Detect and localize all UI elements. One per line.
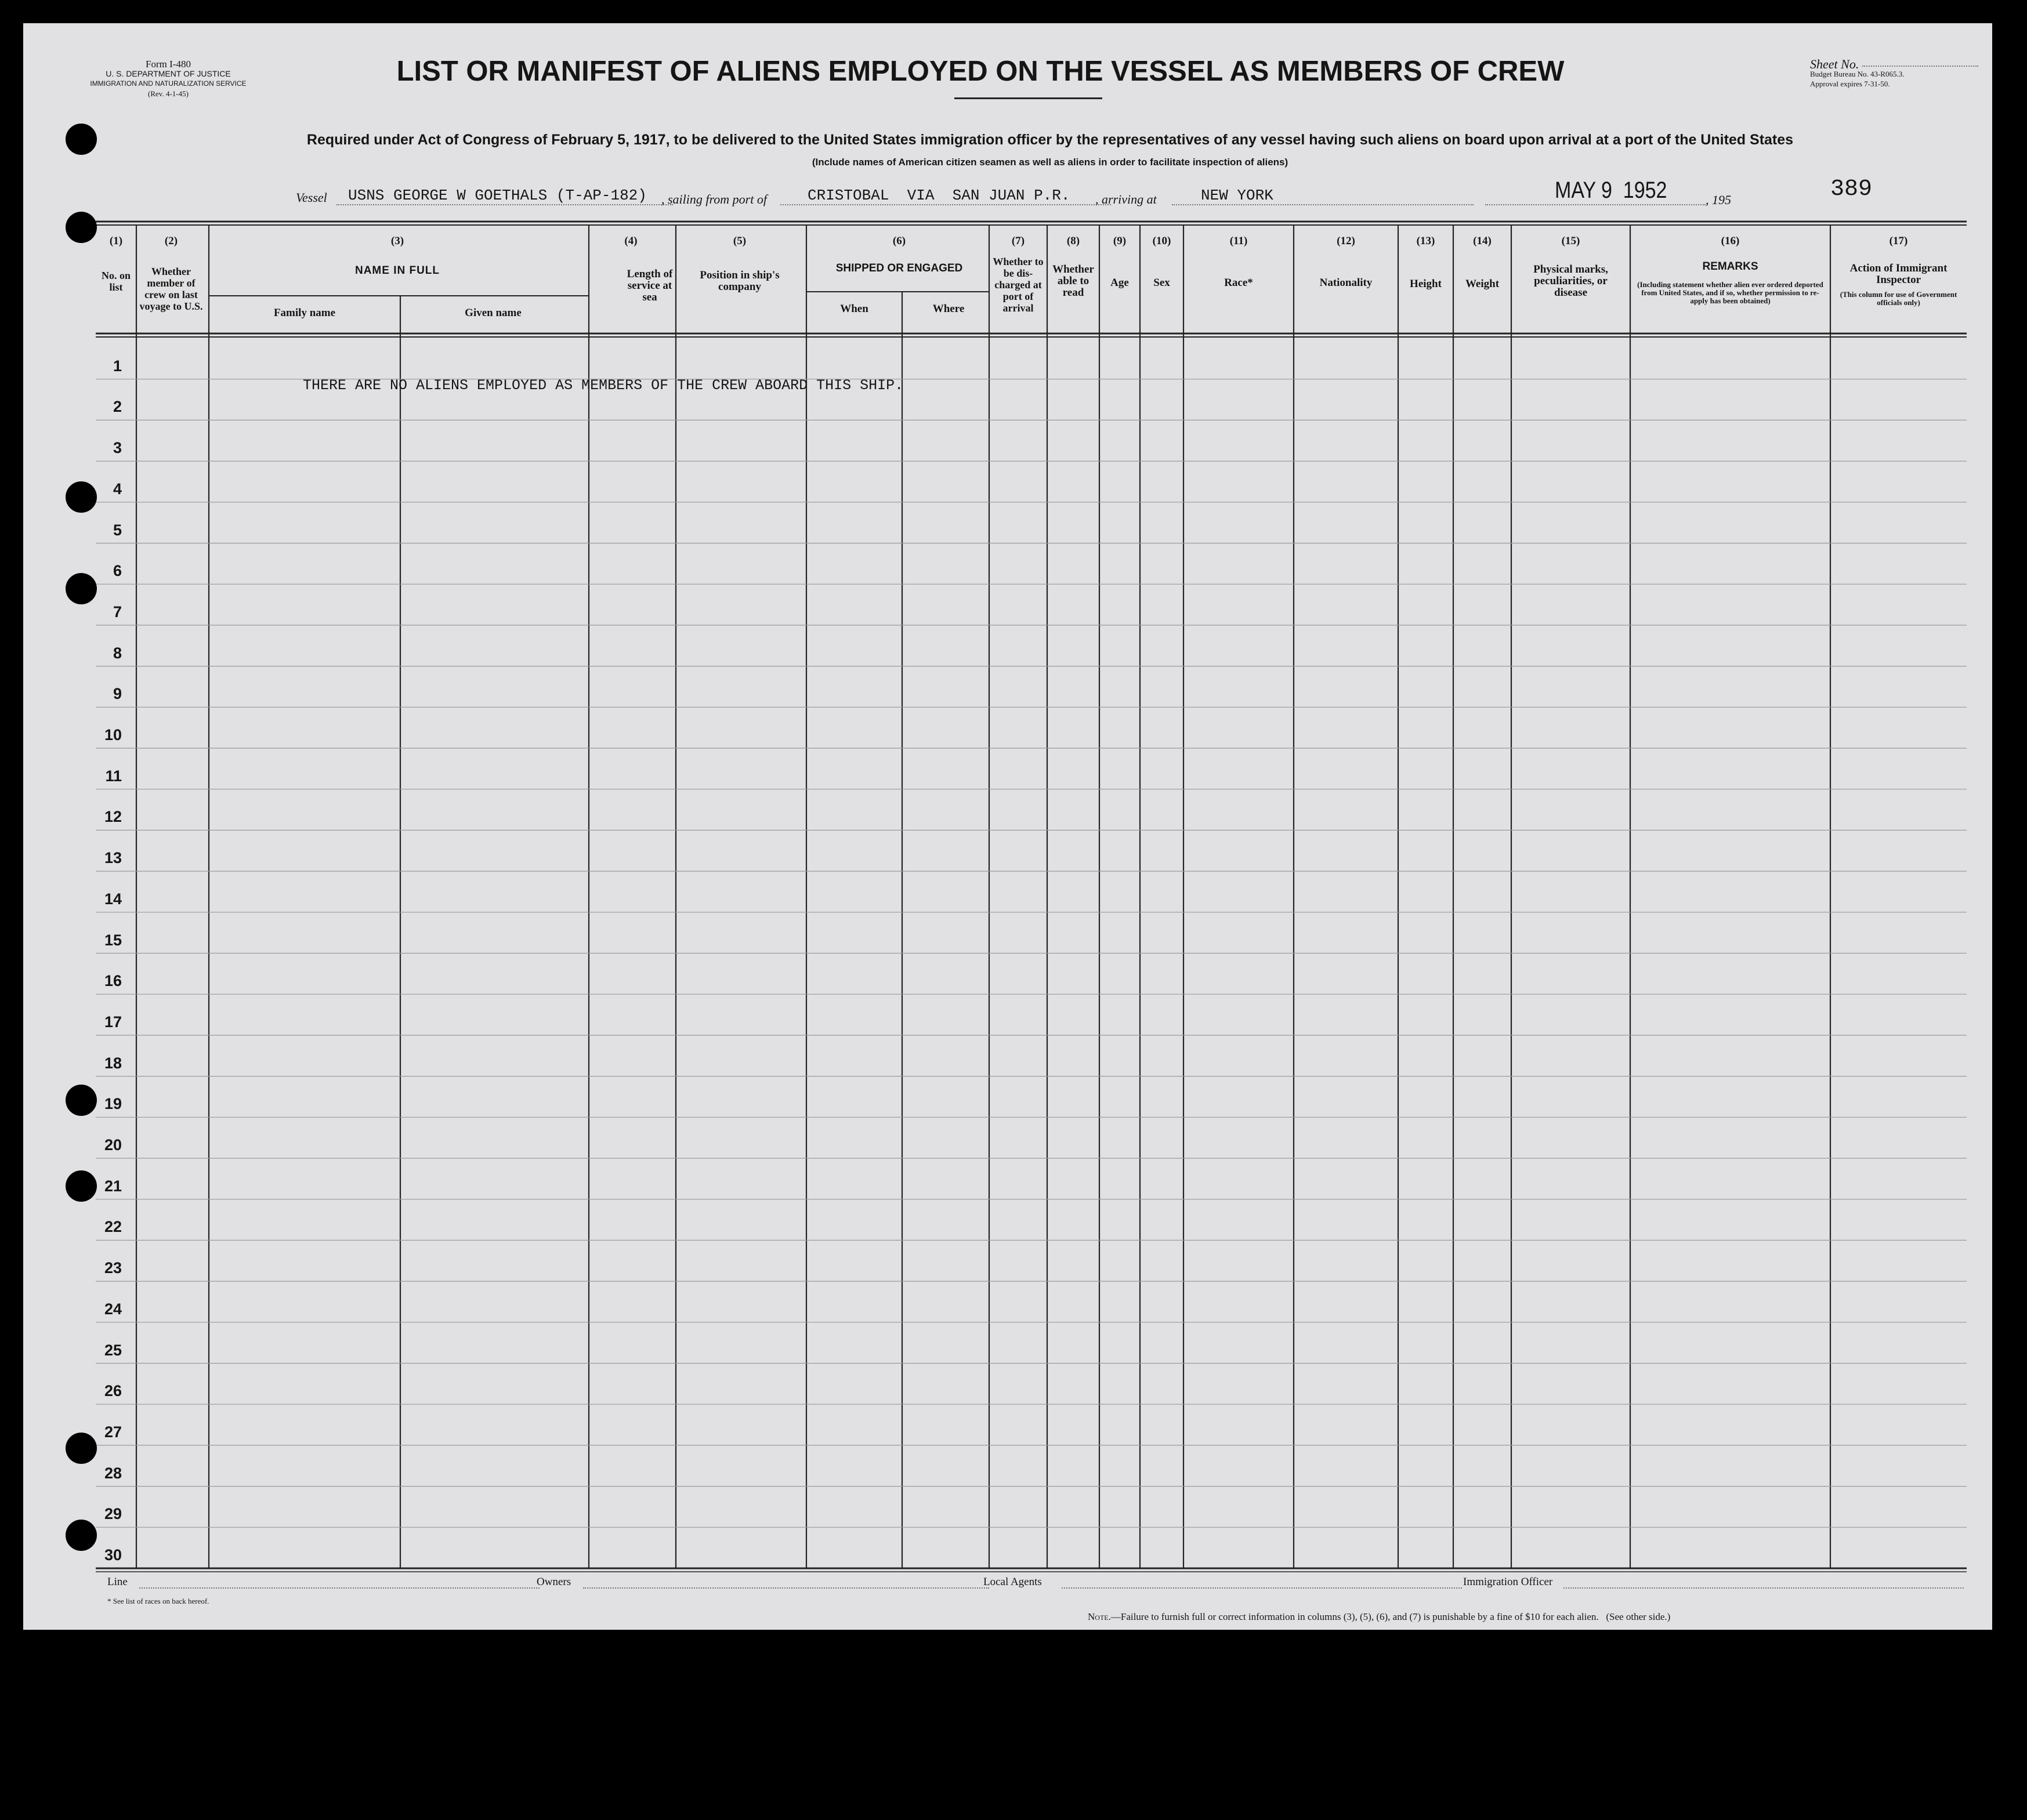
row-number: 10 bbox=[104, 726, 122, 744]
note-text: —Failure to furnish full or correct information in columns (3), (5), (6), and (7) is punishable by a fine of $10 for each alien. (See other side.) bbox=[1110, 1611, 1671, 1622]
col-9-number: (9) bbox=[1113, 235, 1127, 247]
col-4-header: Length of service at sea bbox=[627, 267, 673, 303]
row-number: 25 bbox=[104, 1341, 122, 1359]
sailing-port-field[interactable] bbox=[780, 204, 1111, 205]
sheet-block bbox=[1810, 59, 1978, 89]
col-9-header: Age bbox=[1110, 276, 1129, 289]
penalty-note bbox=[1078, 1600, 1670, 1630]
row-number: 26 bbox=[104, 1382, 122, 1400]
col-6-where: Where bbox=[932, 302, 965, 315]
footer-line-label: Line bbox=[107, 1576, 128, 1588]
row-number: 16 bbox=[104, 972, 122, 990]
col-7-header: Whether to be dis-charged at port of arrival bbox=[993, 255, 1044, 314]
punch-hole bbox=[66, 124, 97, 155]
footer-officer-label: Immigration Officer bbox=[1463, 1576, 1553, 1588]
punch-hole bbox=[66, 212, 97, 243]
row-number: 11 bbox=[105, 767, 122, 785]
footer-owners-label: Owners bbox=[537, 1576, 571, 1588]
col-17-header: Action of Immigrant Inspector bbox=[1849, 262, 1948, 286]
col-8-number: (8) bbox=[1066, 235, 1080, 247]
col-1-header: No. on list bbox=[101, 270, 131, 293]
date-stamp: MAY 9 1952 bbox=[1555, 177, 1667, 203]
page-title: LIST OR MANIFEST OF ALIENS EMPLOYED ON THE VESSEL AS MEMBERS OF CREW bbox=[396, 56, 1565, 87]
col-6-when: When bbox=[840, 302, 868, 315]
row-number: 15 bbox=[104, 931, 122, 949]
row-number: 14 bbox=[104, 890, 122, 908]
manifest-page bbox=[23, 23, 1992, 1630]
footer-agents-field[interactable] bbox=[1062, 1587, 1462, 1589]
row-number: 6 bbox=[113, 562, 122, 580]
approval-expiry: Approval expires 7-31-50. bbox=[1810, 79, 1890, 88]
row-number: 9 bbox=[113, 685, 122, 703]
row-number: 17 bbox=[104, 1013, 122, 1031]
col-13-header: Height bbox=[1410, 277, 1442, 290]
col-3-given-name: Given name bbox=[465, 307, 522, 319]
col-17-note: (This column for use of Government officials only) bbox=[1840, 290, 1957, 307]
row-number: 24 bbox=[104, 1300, 122, 1318]
col-10-header: Sex bbox=[1153, 276, 1170, 289]
row-number: 7 bbox=[113, 603, 122, 621]
races-note: * See list of races on back hereof. bbox=[107, 1597, 209, 1605]
arriving-port-field[interactable] bbox=[1172, 204, 1474, 205]
row-number: 2 bbox=[113, 398, 122, 416]
year-label: , 195 bbox=[1706, 193, 1731, 207]
sheet-number-label: Sheet No. bbox=[1810, 57, 1859, 71]
col-12-header: Nationality bbox=[1319, 276, 1373, 289]
subtitle-note: (Include names of American citizen seamen as well as aliens in order to facilitate inspection of aliens) bbox=[812, 157, 1288, 168]
col-2-number: (2) bbox=[164, 235, 178, 247]
col-3-number: (3) bbox=[390, 235, 404, 247]
col-13-number: (13) bbox=[1416, 235, 1435, 247]
col-11-number: (11) bbox=[1229, 235, 1248, 247]
col-17-number: (17) bbox=[1889, 235, 1908, 247]
footer-officer-field[interactable] bbox=[1563, 1587, 1964, 1589]
col-16-header: REMARKS bbox=[1702, 260, 1758, 273]
row-number: 27 bbox=[104, 1423, 122, 1441]
col-10-number: (10) bbox=[1152, 235, 1171, 247]
col-15-number: (15) bbox=[1561, 235, 1580, 247]
col-7-number: (7) bbox=[1011, 235, 1025, 247]
date-field[interactable] bbox=[1485, 204, 1706, 205]
footer-line-field[interactable] bbox=[139, 1587, 540, 1589]
col-6-header: SHIPPED OR ENGAGED bbox=[835, 262, 963, 274]
department-name: U. S. DEPARTMENT OF JUSTICE bbox=[106, 69, 231, 78]
col-4-number: (4) bbox=[624, 235, 638, 247]
col-2-header: Whether member of crew on last voyage to U.S. bbox=[139, 265, 203, 312]
sailing-port-value: CRISTOBAL VIA SAN JUAN P.R. bbox=[808, 187, 1070, 204]
row-number: 28 bbox=[104, 1464, 122, 1482]
vessel-label: Vessel bbox=[296, 190, 327, 205]
row-number: 29 bbox=[104, 1505, 122, 1523]
col-5-header: Position in ship's company bbox=[700, 269, 780, 293]
vessel-value: USNS GEORGE W GOETHALS (T-AP-182) bbox=[348, 187, 647, 204]
vessel-field[interactable] bbox=[336, 204, 673, 205]
col-5-number: (5) bbox=[733, 235, 747, 247]
row-number: 20 bbox=[104, 1136, 122, 1154]
page-number: 389 bbox=[1830, 176, 1873, 202]
col-16-note: (Including statement whether alien ever ordered deported from United States, and if so, whether permission to re-apply has been obtained) bbox=[1637, 280, 1823, 305]
col-16-number: (16) bbox=[1721, 235, 1740, 247]
service-name: IMMIGRATION AND NATURALIZATION SERVICE bbox=[90, 79, 247, 88]
col-3-header: NAME IN FULL bbox=[354, 264, 440, 277]
typed-entry: THERE ARE NO ALIENS EMPLOYED AS MEMBERS OF THE CREW ABOARD THIS SHIP. bbox=[303, 377, 904, 394]
note-label: Note. bbox=[1088, 1611, 1111, 1622]
arriving-label: , arriving at bbox=[1095, 192, 1157, 206]
col-1-number: (1) bbox=[109, 235, 123, 247]
row-number: 22 bbox=[104, 1218, 122, 1236]
row-number: 13 bbox=[104, 849, 122, 867]
row-number: 1 bbox=[113, 357, 122, 375]
subtitle: Required under Act of Congress of February 5, 1917, to be delivered to the United States immigration officer by the representatives of any vessel having such aliens on board upon arrival at a port of the United States bbox=[306, 132, 1794, 148]
row-number: 23 bbox=[104, 1259, 122, 1277]
row-number: 18 bbox=[104, 1054, 122, 1072]
row-number: 12 bbox=[104, 808, 122, 826]
sheet-number-field[interactable] bbox=[1862, 66, 1978, 67]
col-8-header: Whether able to read bbox=[1052, 263, 1094, 299]
footer-owners-field[interactable] bbox=[583, 1587, 989, 1589]
footer-agents-label: Local Agents bbox=[983, 1576, 1042, 1588]
form-id-block bbox=[81, 59, 255, 99]
arriving-port-value: NEW YORK bbox=[1201, 187, 1273, 204]
row-number: 5 bbox=[113, 521, 122, 539]
col-14-number: (14) bbox=[1473, 235, 1492, 247]
row-number: 21 bbox=[104, 1177, 122, 1195]
row-number: 30 bbox=[104, 1546, 122, 1564]
row-number: 3 bbox=[113, 439, 122, 457]
sailing-label: , sailing from port of bbox=[661, 192, 767, 206]
row-number: 19 bbox=[104, 1095, 122, 1113]
col-11-header: Race* bbox=[1224, 276, 1253, 289]
col-15-header: Physical marks, peculiarities, or disease bbox=[1533, 263, 1608, 299]
form-revision: (Rev. 4-1-45) bbox=[148, 89, 189, 98]
col-12-number: (12) bbox=[1337, 235, 1355, 247]
form-number: Form I-480 bbox=[146, 59, 191, 70]
col-6-number: (6) bbox=[892, 235, 906, 247]
title-underline bbox=[954, 97, 1102, 99]
row-number: 8 bbox=[113, 644, 122, 662]
row-number: 4 bbox=[113, 480, 122, 498]
col-14-header: Weight bbox=[1465, 277, 1500, 290]
col-3-family-name: Family name bbox=[273, 307, 336, 319]
budget-bureau: Budget Bureau No. 43-R065.3. bbox=[1810, 70, 1905, 78]
